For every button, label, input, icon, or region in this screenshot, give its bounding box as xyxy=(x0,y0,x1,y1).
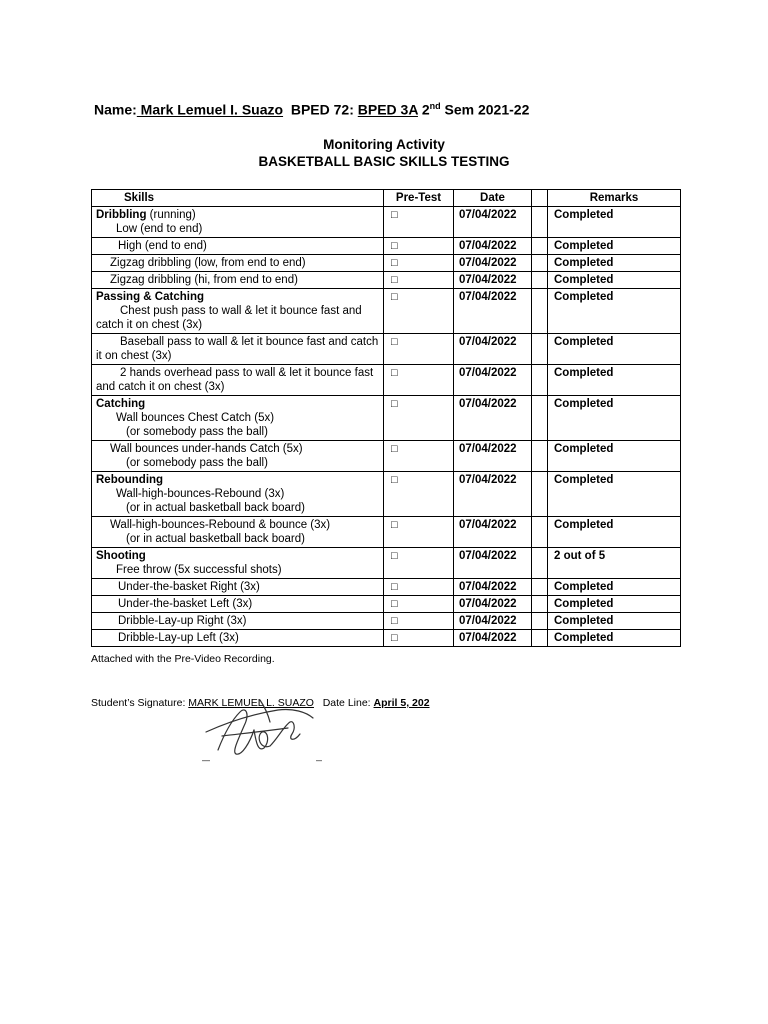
remarks-cell: Completed xyxy=(548,238,681,255)
remarks-cell: Completed xyxy=(548,441,681,472)
skill-cell xyxy=(92,289,384,334)
skill-detail: Wall bounces under-hands Catch (5x) xyxy=(110,443,303,455)
date-cell: 07/04/2022 xyxy=(454,596,532,613)
remarks-cell: Completed xyxy=(548,365,681,396)
remarks-cell: Completed xyxy=(548,334,681,365)
remarks-cell: Completed xyxy=(548,207,681,238)
skill-detail: Baseball pass to wall & let it bounce fast and catch it on chest (3x) xyxy=(96,336,379,362)
date-cell: 07/04/2022 xyxy=(454,441,532,472)
activity-title: Monitoring Activity xyxy=(323,137,445,152)
header-blank xyxy=(532,190,548,207)
skill-cell xyxy=(92,334,384,365)
blank-cell xyxy=(532,441,548,472)
table-row xyxy=(92,334,681,365)
remarks-cell: Completed xyxy=(548,596,681,613)
semester-number: 2 xyxy=(421,101,430,118)
blank-cell xyxy=(532,334,548,365)
blank-cell xyxy=(532,289,548,334)
date-cell: 07/04/2022 xyxy=(454,365,532,396)
blank-cell xyxy=(532,579,548,596)
skill-cell xyxy=(92,517,384,548)
student-name: Mark Lemuel I. Suazo xyxy=(136,101,284,118)
blank-cell xyxy=(532,238,548,255)
skill-detail-note: (or somebody pass the ball) xyxy=(126,457,268,469)
date-cell: 07/04/2022 xyxy=(454,238,532,255)
blank-cell xyxy=(532,365,548,396)
skill-cell xyxy=(92,548,384,579)
date-cell: 07/04/2022 xyxy=(454,396,532,441)
date-line-label: Date Line: xyxy=(322,697,371,709)
table-header-row xyxy=(92,190,681,207)
table-row xyxy=(92,441,681,472)
remarks-cell: Completed xyxy=(548,472,681,517)
skill-cell xyxy=(92,596,384,613)
skill-detail: Wall-high-bounces-Rebound (3x) xyxy=(116,488,285,500)
skill-detail: Low (end to end) xyxy=(116,223,203,235)
table-row xyxy=(92,396,681,441)
skill-cell xyxy=(92,396,384,441)
date-line-value: April 5, 202 xyxy=(373,697,430,709)
skill-cell xyxy=(92,207,384,238)
pretest-checkbox-icon: □ xyxy=(384,365,454,396)
blank-cell xyxy=(532,517,548,548)
skill-cell xyxy=(92,255,384,272)
skill-cell xyxy=(92,630,384,647)
signature-label: Student’s Signature: xyxy=(91,697,186,709)
table-row xyxy=(92,630,681,647)
skill-detail-note: (or in actual basketball back board) xyxy=(126,502,305,514)
skill-detail: Zigzag dribbling (low, from end to end) xyxy=(110,257,306,269)
blank-cell xyxy=(532,472,548,517)
skill-category: Catching xyxy=(96,398,146,410)
blank-cell xyxy=(532,272,548,289)
blank-cell xyxy=(532,613,548,630)
semester-year: Sem 2021-22 xyxy=(444,101,530,118)
blank-cell xyxy=(532,630,548,647)
date-cell: 07/04/2022 xyxy=(454,579,532,596)
table-row xyxy=(92,548,681,579)
skill-category: Dribbling xyxy=(96,209,147,221)
pretest-checkbox-icon: □ xyxy=(384,548,454,579)
remarks-cell: Completed xyxy=(548,613,681,630)
pretest-checkbox-icon: □ xyxy=(384,238,454,255)
date-cell: 07/04/2022 xyxy=(454,630,532,647)
remarks-cell: 2 out of 5 xyxy=(548,548,681,579)
skill-cell xyxy=(92,238,384,255)
pretest-checkbox-icon: □ xyxy=(384,272,454,289)
table-row xyxy=(92,289,681,334)
pretest-checkbox-icon: □ xyxy=(384,596,454,613)
skill-cell xyxy=(92,272,384,289)
skill-detail: Wall-high-bounces-Rebound & bounce (3x) xyxy=(110,519,331,531)
skill-detail: Dribble-Lay-up Right (3x) xyxy=(118,615,247,627)
skill-cell xyxy=(92,472,384,517)
skill-cell xyxy=(92,441,384,472)
pretest-checkbox-icon: □ xyxy=(384,579,454,596)
remarks-cell: Completed xyxy=(548,517,681,548)
table-row xyxy=(92,596,681,613)
table-row xyxy=(92,207,681,238)
pretest-checkbox-icon: □ xyxy=(384,334,454,365)
skills-table xyxy=(91,189,681,647)
date-cell: 07/04/2022 xyxy=(454,334,532,365)
pretest-checkbox-icon: □ xyxy=(384,289,454,334)
section-code: BPED 3A xyxy=(357,101,418,118)
handwritten-signature xyxy=(198,692,328,766)
pretest-checkbox-icon: □ xyxy=(384,255,454,272)
remarks-cell: Completed xyxy=(548,272,681,289)
header-date: Date xyxy=(454,190,532,207)
date-cell: 07/04/2022 xyxy=(454,272,532,289)
pretest-checkbox-icon: □ xyxy=(384,207,454,238)
skill-category: Passing & Catching xyxy=(96,291,204,303)
remarks-cell: Completed xyxy=(548,630,681,647)
skill-category: Shooting xyxy=(96,550,146,562)
skill-detail: High (end to end) xyxy=(118,240,207,252)
pretest-checkbox-icon: □ xyxy=(384,472,454,517)
blank-cell xyxy=(532,255,548,272)
skill-detail: Chest push pass to wall & let it bounce fast and catch it on chest (3x) xyxy=(96,305,362,331)
document-title: BASKETBALL BASIC SKILLS TESTING xyxy=(258,154,510,169)
date-cell: 07/04/2022 xyxy=(454,548,532,579)
skill-detail: Free throw (5x successful shots) xyxy=(116,564,282,576)
attachment-note: Attached with the Pre-Video Recording. xyxy=(91,653,275,665)
blank-cell xyxy=(532,596,548,613)
pretest-checkbox-icon: □ xyxy=(384,396,454,441)
table-row xyxy=(92,365,681,396)
remarks-cell: Completed xyxy=(548,579,681,596)
signature-name: MARK LEMUEL L. SUAZO xyxy=(188,697,314,709)
pretest-checkbox-icon: □ xyxy=(384,630,454,647)
skill-detail-note: (or in actual basketball back board) xyxy=(126,533,305,545)
skill-cell xyxy=(92,365,384,396)
student-header xyxy=(94,101,529,118)
date-cell: 07/04/2022 xyxy=(454,472,532,517)
header-remarks: Remarks xyxy=(548,190,681,207)
pretest-checkbox-icon: □ xyxy=(384,517,454,548)
pretest-checkbox-icon: □ xyxy=(384,613,454,630)
skill-category-note: (running) xyxy=(146,209,196,221)
skill-detail: Dribble-Lay-up Left (3x) xyxy=(118,632,239,644)
table-row xyxy=(92,255,681,272)
date-cell: 07/04/2022 xyxy=(454,207,532,238)
semester-suffix: nd xyxy=(429,101,441,111)
skill-cell xyxy=(92,579,384,596)
blank-cell xyxy=(532,207,548,238)
table-row xyxy=(92,579,681,596)
remarks-cell: Completed xyxy=(548,255,681,272)
date-cell: 07/04/2022 xyxy=(454,613,532,630)
table-row xyxy=(92,613,681,630)
date-cell: 07/04/2022 xyxy=(454,255,532,272)
remarks-cell: Completed xyxy=(548,396,681,441)
remarks-cell: Completed xyxy=(548,289,681,334)
blank-cell xyxy=(532,548,548,579)
date-cell: 07/04/2022 xyxy=(454,289,532,334)
table-row xyxy=(92,472,681,517)
table-row xyxy=(92,238,681,255)
skill-detail-note: (or somebody pass the ball) xyxy=(126,426,268,438)
skill-cell xyxy=(92,613,384,630)
skill-detail: Under-the-basket Left (3x) xyxy=(118,598,253,610)
pretest-checkbox-icon: □ xyxy=(384,441,454,472)
date-cell: 07/04/2022 xyxy=(454,517,532,548)
table-row xyxy=(92,272,681,289)
skill-detail: 2 hands overhead pass to wall & let it bounce fast and catch it on chest (3x) xyxy=(96,367,374,393)
table-row xyxy=(92,517,681,548)
header-skills: Skills xyxy=(92,190,384,207)
course-code: BPED 72: xyxy=(290,101,354,118)
header-pretest: Pre-Test xyxy=(384,190,454,207)
skill-detail: Under-the-basket Right (3x) xyxy=(118,581,260,593)
name-label: Name: xyxy=(94,101,137,118)
skill-category: Rebounding xyxy=(96,474,164,486)
blank-cell xyxy=(532,396,548,441)
skill-detail: Zigzag dribbling (hi, from end to end) xyxy=(110,274,298,286)
skill-detail: Wall bounces Chest Catch (5x) xyxy=(116,412,275,424)
